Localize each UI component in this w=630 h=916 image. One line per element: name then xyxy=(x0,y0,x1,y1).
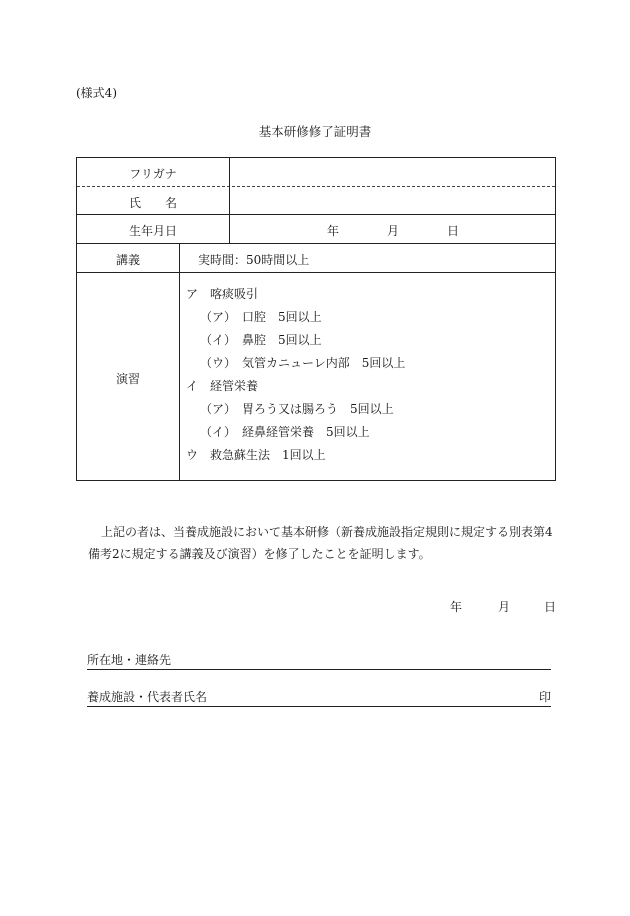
row-divider xyxy=(77,243,555,244)
issue-date-month: 月 xyxy=(498,600,511,614)
address-signature-line xyxy=(87,651,551,670)
document-title: 基本研修修了証明書 xyxy=(258,124,372,139)
practice-item: ア 喀痰吸引 xyxy=(186,287,259,301)
practice-list xyxy=(186,286,405,470)
practice-item: （ウ） 気管カニューレ内部 5回以上 xyxy=(200,356,406,370)
dashed-divider xyxy=(77,186,555,187)
birthdate-month: 月 xyxy=(387,224,400,238)
column-divider xyxy=(229,158,230,243)
certification-text: 上記の者は、当養成施設において基本研修（新養成施設指定規則に規定する別表第4備考2に規定する講義及び演習）を修了したことを証明します。 xyxy=(88,525,553,561)
practice-item: （ア） 胃ろう又は腸ろう 5回以上 xyxy=(200,402,394,416)
institution-label: 養成施設・代表者氏名 xyxy=(87,690,208,704)
birthdate-year: 年 xyxy=(327,224,340,238)
name-label: 氏 名 xyxy=(128,196,177,210)
column-divider xyxy=(179,243,180,481)
birthdate-label: 生年月日 xyxy=(128,224,177,238)
seal-mark: 印 xyxy=(538,690,551,704)
issue-date-day: 日 xyxy=(544,600,557,614)
birthdate-day: 日 xyxy=(447,224,460,238)
furigana-label: フリガナ xyxy=(129,167,177,181)
address-label: 所在地・連絡先 xyxy=(87,653,172,667)
practice-label: 演習 xyxy=(115,372,140,386)
practice-item: イ 経管栄養 xyxy=(186,379,259,393)
institution-signature-line xyxy=(87,688,551,707)
practice-item: （ア） 口腔 5回以上 xyxy=(200,310,322,324)
practice-item: （イ） 鼻腔 5回以上 xyxy=(200,333,322,347)
row-divider xyxy=(77,272,555,273)
lecture-label: 講義 xyxy=(115,253,140,267)
form-number: (様式4) xyxy=(76,86,117,100)
row-divider xyxy=(77,214,555,215)
certificate-table xyxy=(76,157,556,481)
practice-item: （イ） 経鼻経管栄養 5回以上 xyxy=(200,425,370,439)
lecture-value: 実時間：50時間以上 xyxy=(198,253,310,267)
issue-date-year: 年 xyxy=(450,600,463,614)
practice-item: ウ 救急蘇生法 1回以上 xyxy=(186,448,326,462)
